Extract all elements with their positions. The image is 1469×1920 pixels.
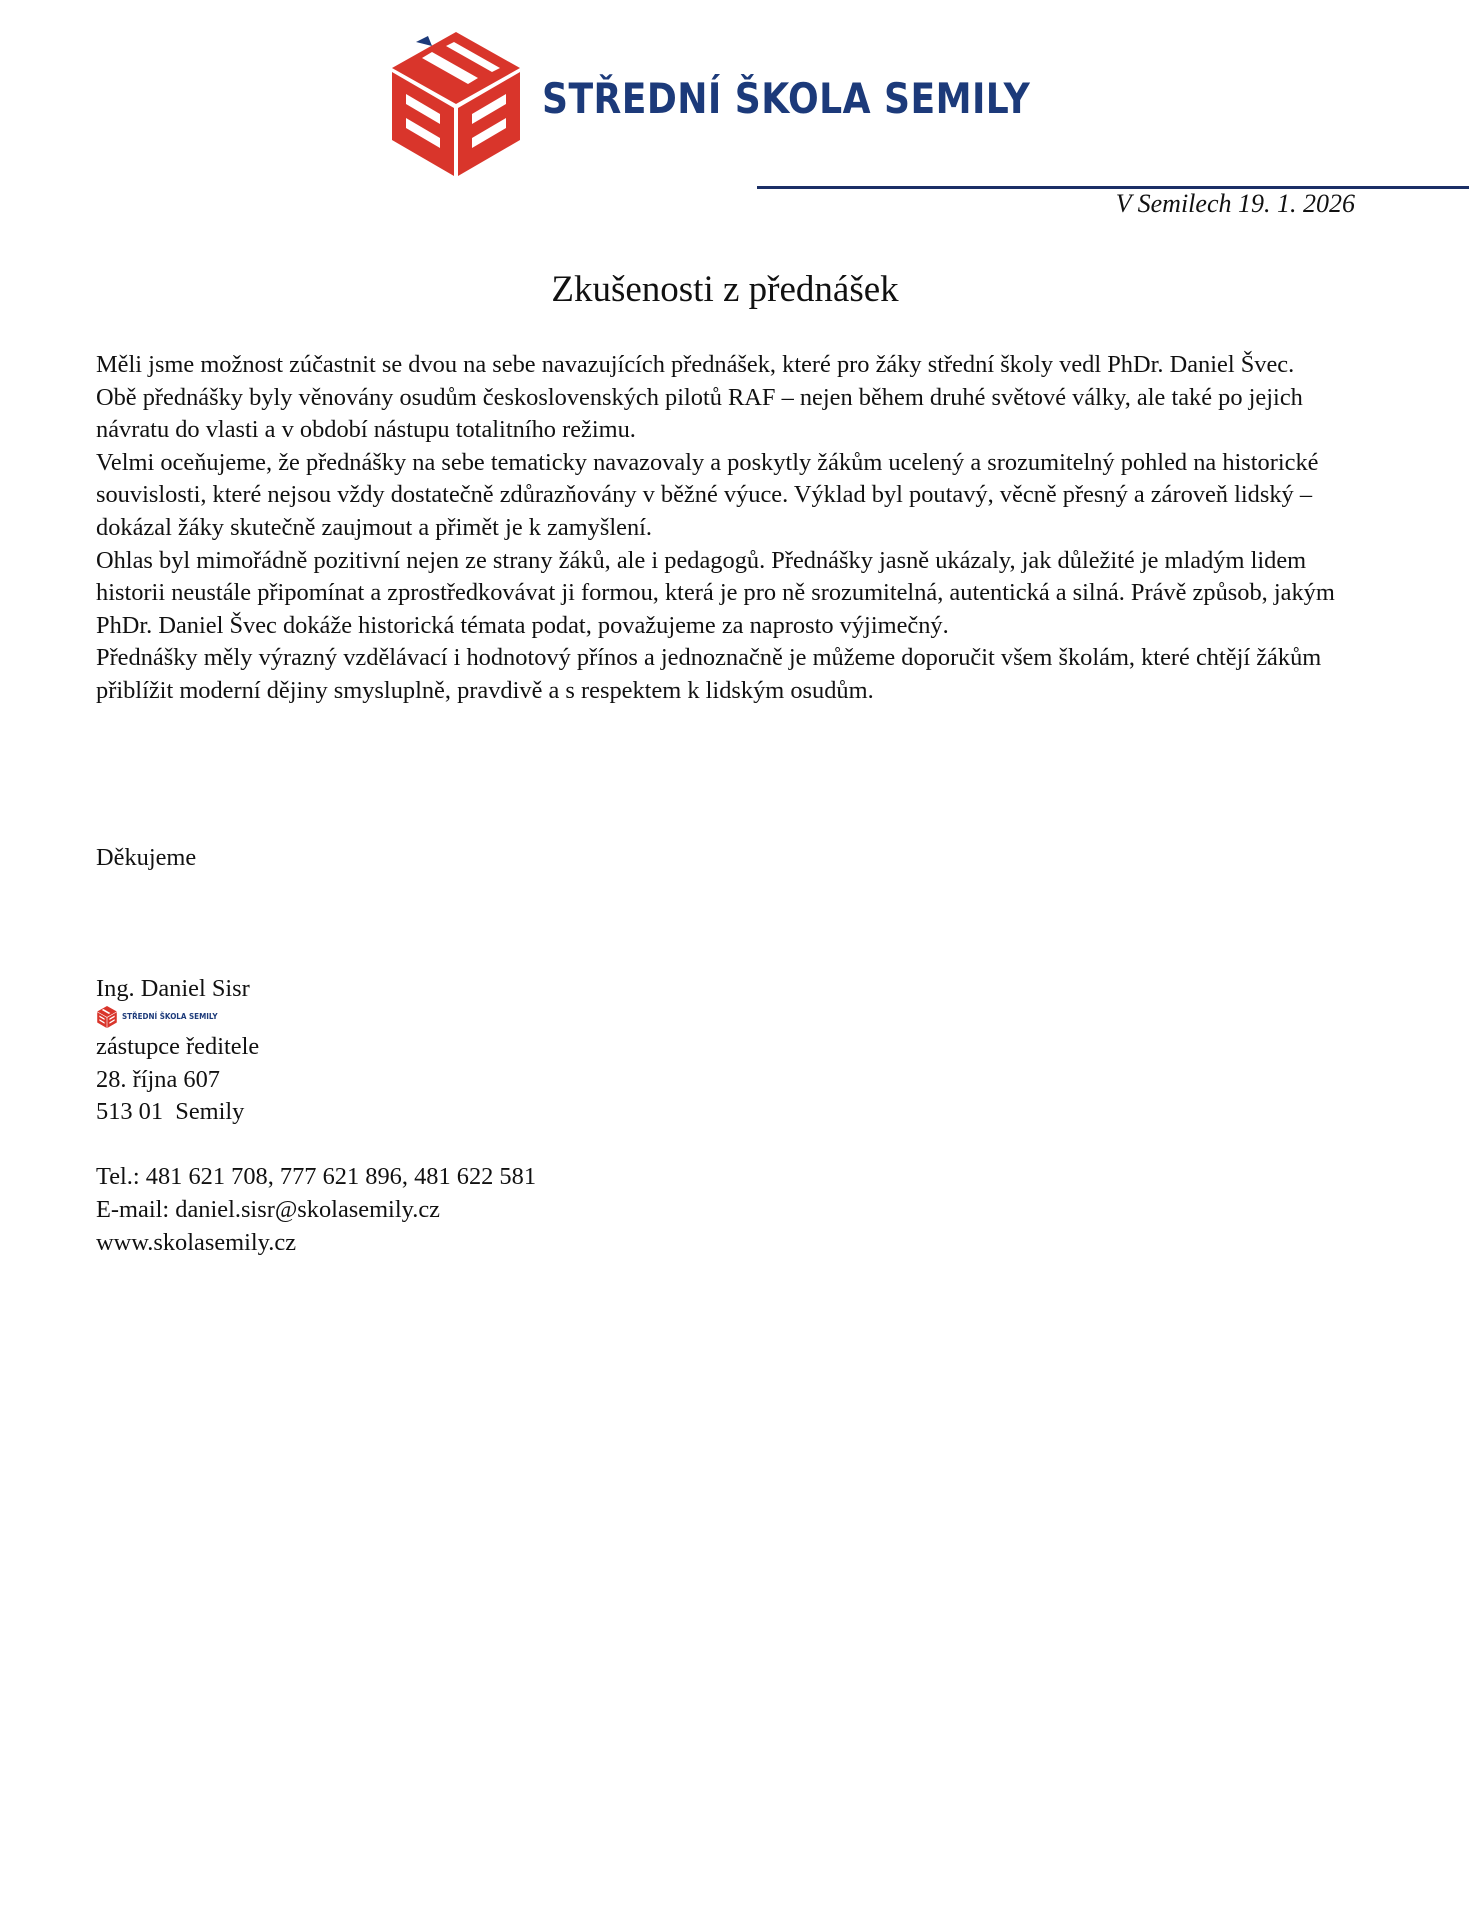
school-logo: [388, 28, 1048, 180]
school-logo-text: STŘEDNÍ ŠKOLA SEMILY: [542, 74, 1031, 123]
header-divider: [757, 186, 1469, 189]
contact-email: E-mail: daniel.sisr@skolasemily.cz: [96, 1195, 440, 1223]
body-paragraph: Obě přednášky byly věnovány osudům československých pilotů RAF – nejen během druhé světové války, ale také po jejich návratu do vlasti a v období nástupu totalitního režimu.: [96, 383, 1303, 444]
signer-name: Ing. Daniel Sisr: [96, 975, 250, 1002]
address-street: 28. října 607: [96, 1065, 220, 1093]
address-city: 513 01 Semily: [96, 1098, 245, 1126]
letter-date: V Semilech 19. 1. 2026: [1115, 189, 1355, 218]
body-paragraph: Ohlas byl mimořádně pozitivní nejen ze strany žáků, ale i pedagogů. Přednášky jasně ukázaly, jak důležité je mladým lidem historii neustále připomínat a zprostředkovávat ji formou, která je pro ně srozumitelná, autentická a silná. Právě způsob, jakým PhDr. Daniel Švec dokáže historická témata podat, považujeme za naprosto výjimečný.: [96, 546, 1335, 639]
letter-title: Zkušenosti z přednášek: [551, 269, 899, 310]
body-paragraph: Velmi oceňujeme, že přednášky na sebe tematicky navazovaly a poskytly žákům ucelený a srozumitelný pohled na historické souvislosti, které nejsou vždy dostatečně zdůrazňovány v běžné výuce. Výklad byl poutavý, věcně přesný a zároveň lidský – dokázal žáky skutečně zaujmout a přimět je k zamyšlení.: [96, 448, 1319, 541]
contact-phone: Tel.: 481 621 708, 777 621 896, 481 622 581: [96, 1163, 537, 1191]
signature-block: [96, 1031, 536, 1259]
signer-position: zástupce ředitele: [96, 1033, 260, 1060]
letter-body: [96, 349, 1358, 708]
body-paragraph: Přednášky měly výrazný vzdělávací i hodnotový přínos a jednoznačně je můžeme doporučit všem školám, které chtějí žákům přiblížit moderní dějiny smysluplně, pravdivě a s respektem k lidským osudům.: [96, 644, 1322, 704]
school-logo-cube-icon: [392, 32, 520, 176]
body-paragraph: Měli jsme možnost zúčastnit se dvou na sebe navazujících přednášek, které pro žáky střední školy vedl PhDr. Daniel Švec.: [96, 351, 1295, 378]
contact-website: www.skolasemily.cz: [96, 1228, 297, 1256]
closing-text: Děkujeme: [96, 844, 197, 871]
spacer: [96, 1129, 536, 1162]
signature-logo: [96, 1006, 226, 1030]
school-logo-cube-icon: [96, 1006, 118, 1028]
signature-logo-text: STŘEDNÍ ŠKOLA SEMILY: [122, 1012, 218, 1021]
